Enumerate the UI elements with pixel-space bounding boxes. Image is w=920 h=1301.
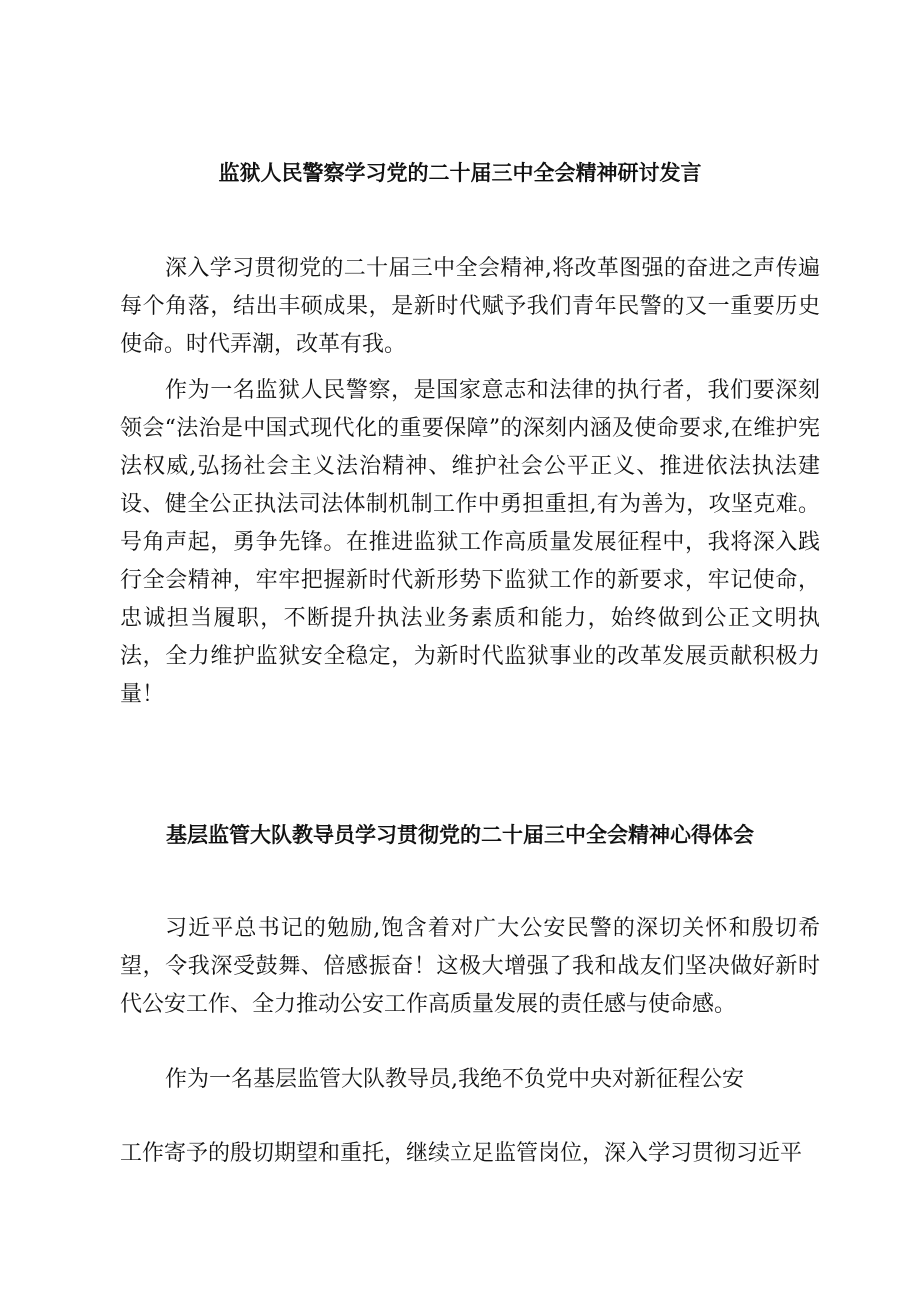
section2-paragraph-1: 习近平总书记的勉励,饱含着对广大公安民警的深切关怀和殷切希望，令我深受鼓舞、倍感振奋！这极大增强了我和战友们坚决做好新时代公安工作、全力推动公安工作高质量发展的责任感与使命感。 (120, 916, 820, 1017)
section1-paragraph-1: 深入学习贯彻党的二十届三中全会精神,将改革图强的奋进之声传遍每个角落，结出丰硕成果，是新时代赋予我们青年民警的又一重要历史使命。时代弄潮，改革有我。 (120, 256, 820, 357)
section2-title: 基层监管大队教导员学习贯彻党的二十届三中全会精神心得体会 (166, 822, 754, 847)
section2-paragraph-2-continued: 工作寄予的殷切期望和重托，继续立足监管岗位，深入学习贯彻习近平 (120, 1141, 803, 1166)
section1-title: 监狱人民警察学习党的二十届三中全会精神研讨发言 (218, 160, 702, 185)
section2-paragraph-2: 作为一名基层监管大队教导员,我绝不负党中央对新征程公安 (165, 1067, 744, 1092)
section1-paragraph-2: 作为一名监狱人民警察，是国家意志和法律的执行者，我们要深刻领会“法治是中国式现代化的重要保障”的深刻内涵及使命要求,在维护宪法权威,弘扬社会主义法治精神、维护社会公平正义、推进依法执法建设、健全公正执法司法体制机制工作中勇担重担,有为善为，攻坚克难。号角声起，勇争先锋。在推进监狱工作高质量发展征程中，我将深入践行全会精神，牢牢把握新时代新形势下监狱工作的新要求，牢记使命，忠诚担当履职，不断提升执法业务素质和能力，始终做到公正文明执法，全力维护监狱安全稳定，为新时代监狱事业的改革发展贡献积极力量！ (120, 378, 820, 707)
